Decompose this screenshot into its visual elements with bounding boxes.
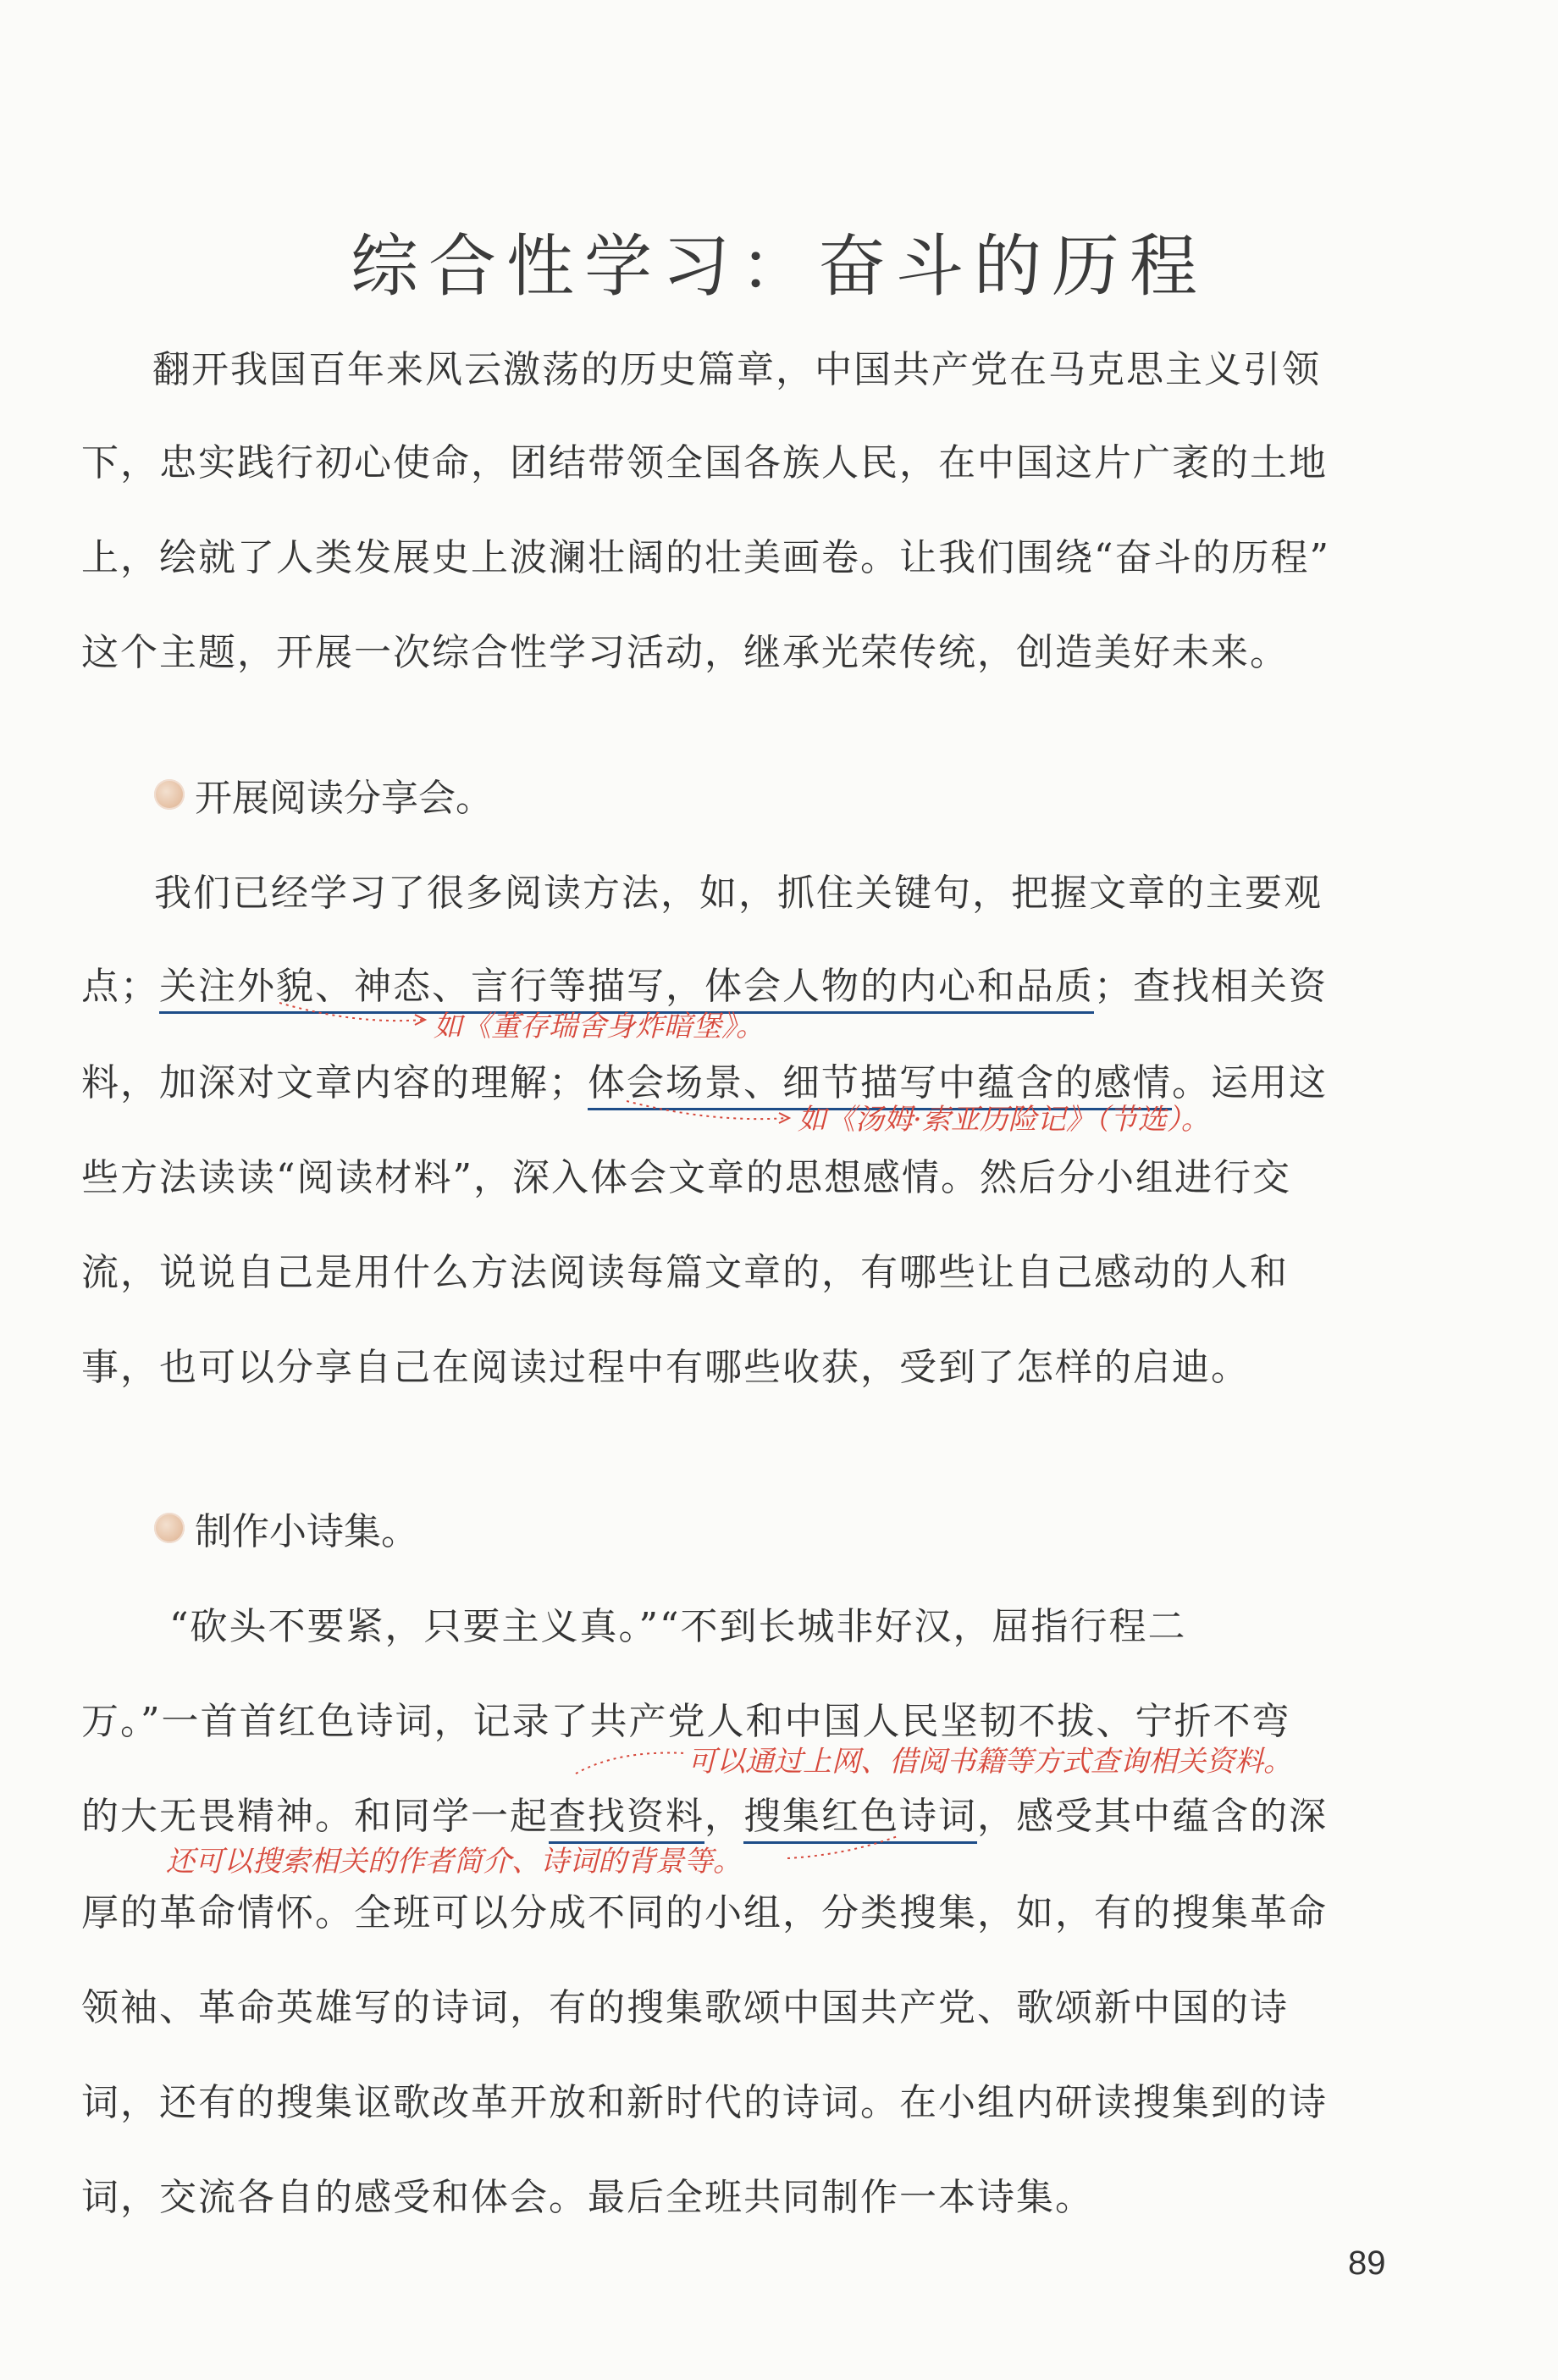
poetry-line-2: 万。”一首首红色诗词，记录了共产党人和中国人民坚韧不拔、宁折不弯 (81, 1700, 1291, 1743)
intro-line-1: 翻开我国百年来风云激荡的历史篇章，中国共产党在马克思主义引领 (152, 348, 1321, 391)
reading-line-2: 点；关注外貌、神态、言行等描写，体会人物的内心和品质；查找相关资 (81, 955, 1328, 1010)
underlined-phrase: 查找资料 (549, 1795, 704, 1844)
underlined-phrase: 搜集红色诗词 (743, 1795, 977, 1844)
annotation-note: 还可以搜索相关的作者简介、诗词的背景等。 (166, 1845, 742, 1879)
underlined-phrase: 体会场景、细节描写中蕴含的感情 (588, 1061, 1172, 1110)
annotation-arrow (787, 1833, 906, 1867)
reading-line-4: 些方法读读“阅读材料”，深入体会文章的思想感情。然后分小组进行交 (81, 1156, 1291, 1199)
annotation-arrow (279, 999, 432, 1033)
section-heading-poetry (154, 1501, 418, 1555)
poetry-line-7: 词，交流各自的感受和体会。最后全班共同制作一本诗集。 (81, 2176, 1094, 2219)
annotation-note: 如《汤姆·索亚历险记》（节选）。 (798, 1103, 1210, 1137)
annotation-note: 如《董存瑞舍身炸暗堡》。 (434, 1010, 765, 1043)
intro-line-2: 下，忠实践行初心使命，团结带领全国各族人民，在中国这片广袤的土地 (81, 441, 1328, 484)
poetry-line-5: 领袖、革命英雄写的诗词，有的搜集歌颂中国共产党、歌颂新中国的诗 (81, 1986, 1289, 2029)
page-title: 综合性学习：奋斗的历程 (351, 227, 1207, 306)
section-heading-reading (154, 767, 493, 822)
annotation-note: 可以通过上网、借阅书籍等方式查询相关资料。 (688, 1745, 1292, 1779)
reading-line-5: 流，说说自己是用什么方法阅读每篇文章的，有哪些让自己感动的人和 (81, 1251, 1289, 1294)
bullet-icon (154, 779, 185, 810)
reading-line-6: 事，也可以分享自己在阅读过程中有哪些收获，受到了怎样的启迪。 (81, 1346, 1250, 1389)
intro-line-4: 这个主题，开展一次综合性学习活动，继承光荣传统，创造美好未来。 (81, 631, 1289, 674)
section-heading-text: 制作小诗集。 (195, 1510, 418, 1553)
underlined-phrase: 关注外貌、神态、言行等描写，体会人物的内心和品质 (159, 965, 1094, 1014)
intro-line-3: 上，绘就了人类发展史上波澜壮阔的壮美画卷。让我们围绕“奋斗的历程” (81, 536, 1330, 579)
section-heading-text: 开展阅读分享会。 (195, 777, 493, 820)
poetry-line-6: 词，还有的搜集讴歌改革开放和新时代的诗词。在小组内研读搜集到的诗 (81, 2081, 1328, 2124)
reading-line-3: 料，加深对文章内容的理解；体会场景、细节描写中蕴含的感情。运用这 (81, 1052, 1328, 1106)
page-number: 89 (1348, 2244, 1386, 2282)
poetry-line-3: 的大无畏精神。和同学一起查找资料，搜集红色诗词，感受其中蕴含的深 (81, 1785, 1328, 1840)
poetry-line-1: “砍头不要紧，只要主义真。”“不到长城非好汉，屈指行程二 (169, 1605, 1187, 1648)
reading-line-1: 我们已经学习了很多阅读方法，如，抓住关键句，把握文章的主要观 (154, 872, 1323, 915)
poetry-line-4: 厚的革命情怀。全班可以分成不同的小组，分类搜集，如，有的搜集革命 (81, 1891, 1328, 1934)
annotation-arrow (627, 1098, 796, 1132)
bullet-icon (154, 1513, 185, 1543)
annotation-arrow (567, 1745, 694, 1779)
